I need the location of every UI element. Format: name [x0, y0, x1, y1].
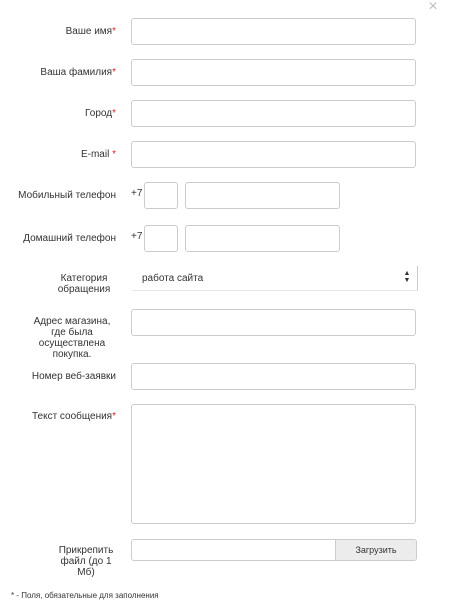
last-name-label: Ваша фамилия*: [40, 67, 116, 78]
required-fields-note: * - Поля, обязательные для заполнения: [11, 591, 159, 600]
web-order-label: Номер веб-заявки: [31, 371, 116, 382]
category-selected-value: работа сайта: [142, 273, 204, 284]
store-address-label: Адрес магазина, где была осуществлена покупка.: [33, 316, 111, 360]
city-input[interactable]: [131, 100, 416, 127]
home-phone-code-input[interactable]: [144, 225, 178, 252]
first-name-input[interactable]: [131, 18, 416, 45]
store-address-input[interactable]: [131, 309, 416, 336]
email-label: E-mail *: [80, 149, 116, 160]
home-phone-label: Домашний телефон: [23, 233, 116, 244]
category-select[interactable]: [132, 266, 418, 291]
city-label: Город*: [85, 108, 116, 119]
first-name-label: Ваше имя*: [65, 26, 116, 37]
upload-button[interactable]: Загрузить: [335, 540, 416, 560]
message-textarea[interactable]: [131, 404, 416, 524]
home-phone-prefix: +7: [131, 231, 143, 242]
required-mark: *: [112, 108, 116, 119]
email-input[interactable]: [131, 141, 416, 168]
mobile-phone-code-input[interactable]: [144, 182, 178, 209]
attach-file-label: Прикрепить файл (до 1 Мб): [58, 545, 114, 578]
mobile-phone-number-input[interactable]: [185, 182, 340, 209]
select-arrows-icon: ▲ ▼: [403, 270, 411, 284]
required-mark: *: [112, 26, 116, 37]
mobile-phone-prefix: +7: [131, 188, 143, 199]
last-name-input[interactable]: [131, 59, 416, 86]
required-mark: *: [112, 149, 116, 160]
close-icon[interactable]: ×: [428, 0, 438, 15]
mobile-phone-label: Мобильный телефон: [18, 190, 116, 201]
file-input[interactable]: [131, 539, 417, 561]
required-mark: *: [112, 67, 116, 78]
category-label: Категория обращения: [57, 273, 111, 295]
required-mark: *: [112, 411, 116, 422]
web-order-input[interactable]: [131, 363, 416, 390]
home-phone-number-input[interactable]: [185, 225, 340, 252]
message-label: Текст сообщения*: [31, 411, 116, 422]
